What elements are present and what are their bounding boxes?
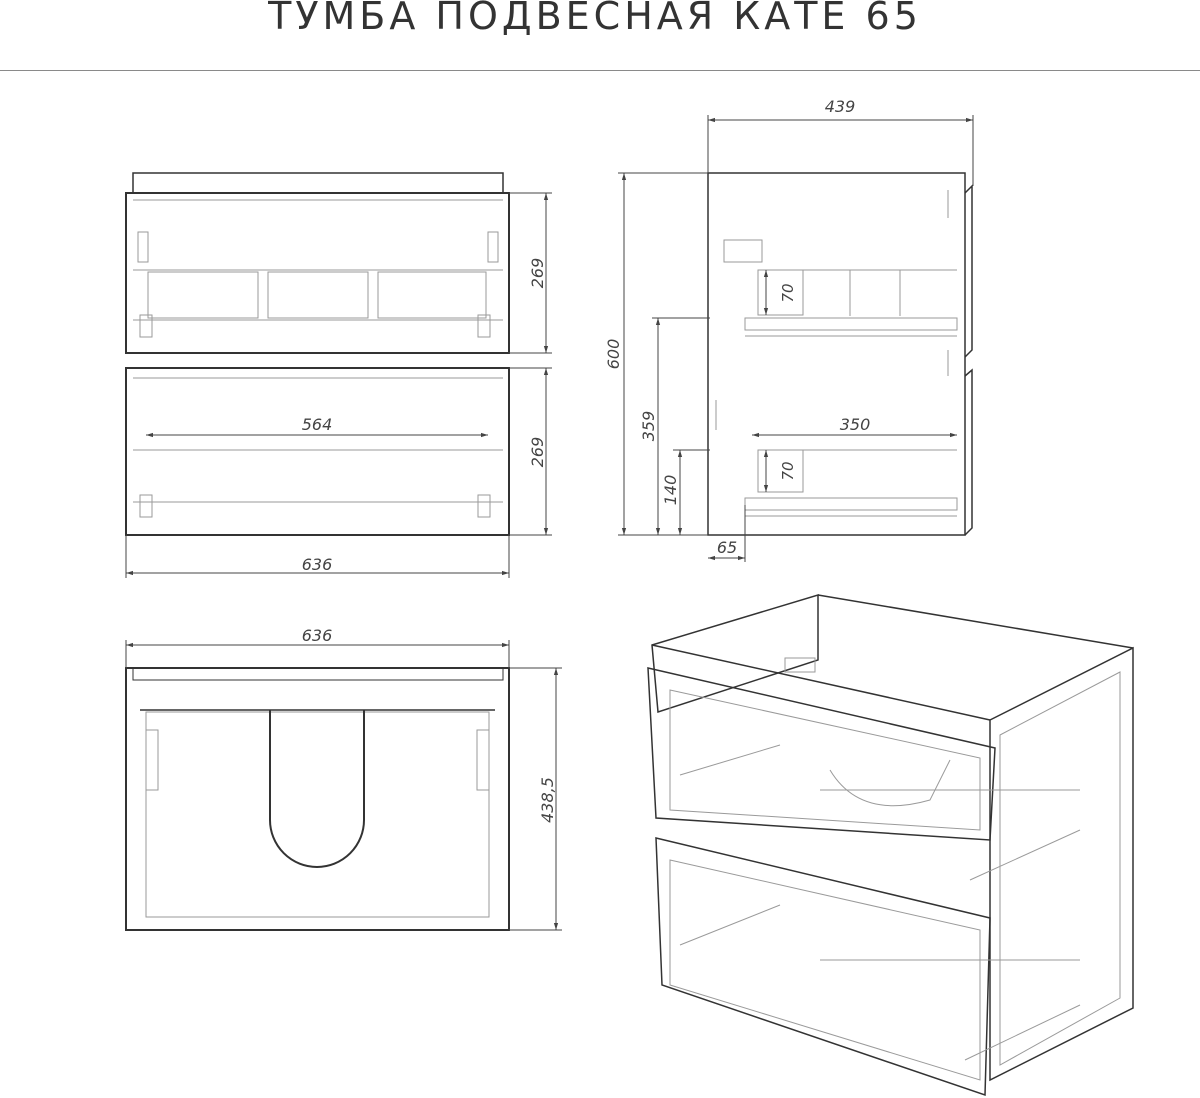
- iso-right-side: [990, 648, 1133, 1080]
- dim-label-350: 350: [839, 415, 871, 434]
- top-sink-cutout: [270, 710, 364, 867]
- side-view: [708, 173, 972, 535]
- dim-label-269-bottom: 269: [528, 436, 547, 468]
- isometric-view: [648, 595, 1133, 1095]
- side-front-bottom: [965, 370, 972, 535]
- front-top-panel: [133, 173, 503, 193]
- dim-label-636-top: 636: [301, 626, 333, 645]
- iso-back-panel: [652, 595, 818, 712]
- dim-label-439: 439: [824, 97, 856, 116]
- dim-label-70-top: 70: [779, 283, 797, 303]
- front-view: [126, 173, 509, 535]
- top-dimensions: [126, 640, 562, 930]
- side-body: [708, 173, 965, 535]
- dim-label-359: 359: [639, 410, 658, 442]
- top-outline: [126, 668, 509, 930]
- dim-label-564: 564: [301, 415, 333, 434]
- page-title: ТУМБА ПОДВЕСНАЯ КАТЕ 65: [268, 0, 922, 38]
- dim-label-600: 600: [604, 338, 623, 370]
- top-view: [126, 668, 509, 930]
- dim-label-140: 140: [661, 474, 680, 506]
- dim-label-269-top: 269: [528, 257, 547, 289]
- iso-drawer-front-bottom: [656, 838, 990, 1095]
- iso-drawer-front-top: [648, 668, 995, 840]
- front-drawer-top: [126, 193, 509, 353]
- dim-label-636-front: 636: [301, 555, 333, 574]
- front-drawer-bottom: [126, 368, 509, 535]
- dim-label-4385: 438,5: [538, 777, 557, 823]
- side-front-top: [965, 186, 972, 357]
- dim-label-70-bottom: 70: [779, 461, 797, 481]
- dim-label-65: 65: [716, 538, 738, 557]
